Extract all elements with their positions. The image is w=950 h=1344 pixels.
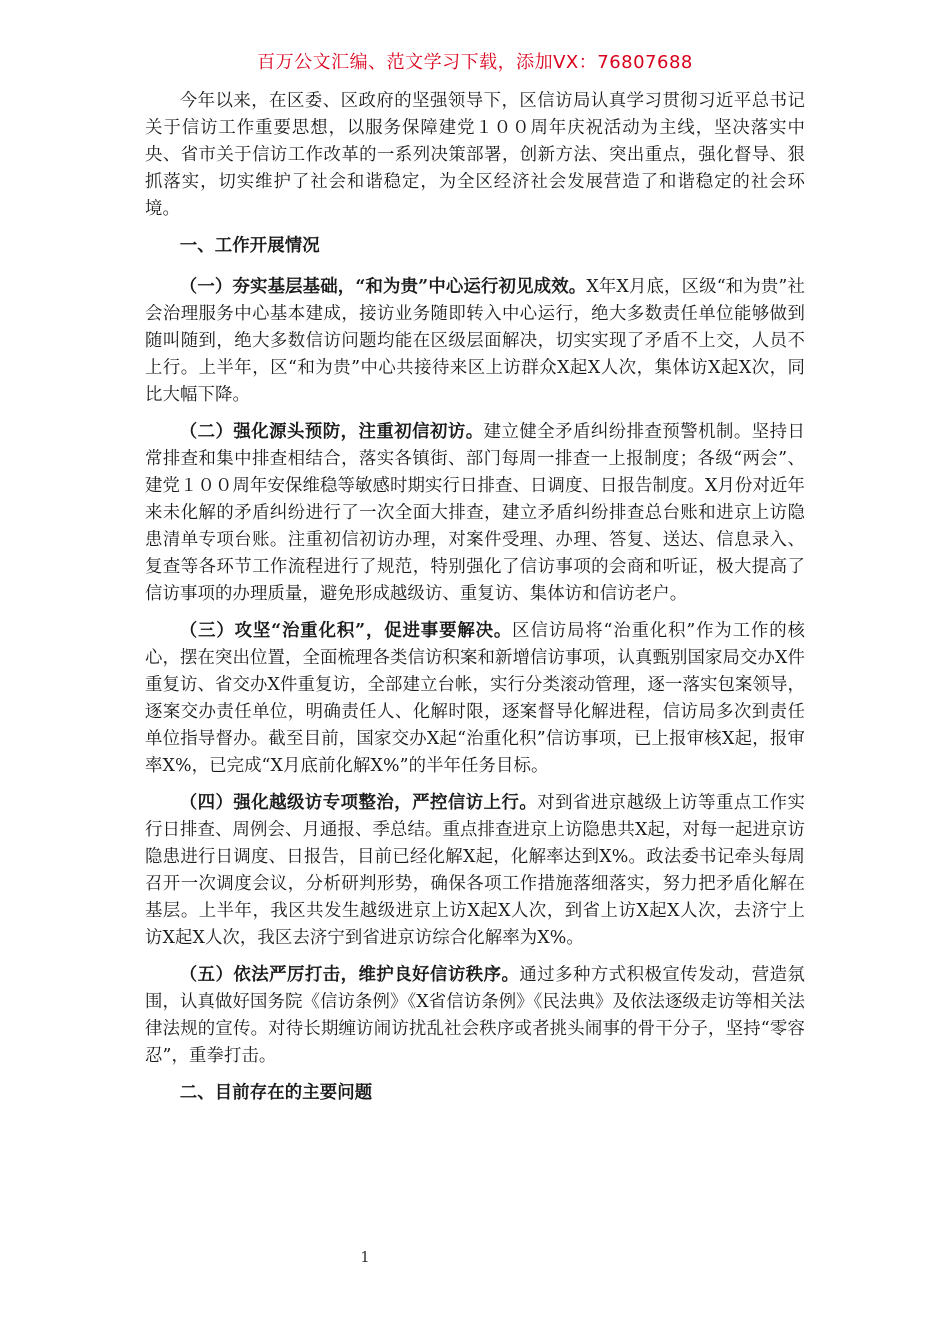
paragraph-item-2 bbox=[145, 419, 805, 608]
item-body: 建立健全矛盾纠纷排查预警机制。坚持日常排查和集中排查相结合，落实各镇街、部门每周一排查一上报制度；各级“两会”、建党１００周年安保维稳等敏感时期实行日排查、日调度、日报告制度。X月份对近年来未化解的矛盾纠纷进行了一次全面大排查，建立矛盾纠纷排查总台账和进京上访隐患清单专项台账。注重初信初访办理，对案件受理、办理、答复、送达、信息录入、复查等各环节工作流程进行了规范，特别强化了信访事项的会商和听证，极大提高了信访事项的办理质量，避免形成越级访、重复访、集体访和信访老户。 bbox=[145, 422, 805, 604]
paragraph-item-3 bbox=[145, 618, 805, 780]
item-body: 区信访局将“治重化积”作为工作的核心，摆在突出位置，全面梳理各类信访积案和新增信访事项，认真甄别国家局交办X件重复访、省交办X件重复访，全部建立台帐，实行分类滚动管理，逐一落实包案领导，逐案交办责任单位，明确责任人、化解时限，逐案督导化解进程，信访局多次到责任单位指导督办。截至目前，国家交办X起“治重化积”信访事项，已上报审核X起，报审率X%，已完成“X月底前化解X%”的半年任务目标。 bbox=[145, 621, 805, 776]
item-title: （五）依法严厉打击，维护良好信访秩序。 bbox=[179, 965, 520, 985]
item-body: X年X月底，区级“和为贵”社会治理服务中心基本建成，接访业务随即转入中心运行，绝大多数责任单位能够做到随叫随到，绝大多数信访问题均能在区级层面解决，切实实现了矛盾不上交，人员不上行。上半年，区“和为贵”中心共接待来区上访群众X起X人次，集体访X起X次，同比大幅下降。 bbox=[145, 277, 805, 405]
section-heading-1: 一、工作开展情况 bbox=[179, 236, 320, 256]
item-body: 通过多种方式积极宣传发动，营造氛围，认真做好国务院《信访条例》《X省信访条例》《民法典》及依法逐级走访等相关法律法规的宣传。对待长期缠访闹访扰乱社会秩序或者挑头闹事的骨干分子，坚持“零容忍”，重拳打击。 bbox=[145, 965, 805, 1066]
item-title: （三）攻坚“治重化积”，促进事要解决。 bbox=[179, 621, 513, 641]
download-banner: 百万公文汇编、范文学习下载，添加VX：76807688 bbox=[257, 52, 693, 73]
paragraph-item-4 bbox=[145, 790, 805, 952]
section-heading-2: 二、目前存在的主要问题 bbox=[179, 1083, 373, 1103]
item-body: 对到省进京越级上访等重点工作实行日排查、周例会、月通报、季总结。重点排查进京上访隐患共X起，对每一起进京访隐患进行日调度、日报告，目前已经化解X起，化解率达到X%。政法委书记牵头每周召开一次调度会议，分析研判形势，确保各项工作措施落细落实，努力把矛盾化解在基层。上半年，我区共发生越级进京上访X起X人次，到省上访X起X人次，去济宁上访X起X人次，我区去济宁到省进京访综合化解率为X%。 bbox=[145, 793, 805, 948]
page-number: 1 bbox=[360, 1248, 370, 1266]
paragraph-item-5 bbox=[145, 962, 805, 1070]
item-title: （一）夯实基层基础，“和为贵”中心运行初见成效。 bbox=[179, 277, 587, 297]
item-title: （二）强化源头预防，注重初信初访。 bbox=[179, 422, 484, 442]
paragraph-item-1 bbox=[145, 274, 805, 409]
item-title: （四）强化越级访专项整治，严控信访上行。 bbox=[179, 793, 538, 813]
document-body bbox=[145, 88, 805, 1121]
intro-paragraph: 今年以来，在区委、区政府的坚强领导下，区信访局认真学习贯彻习近平总书记关于信访工作重要思想，以服务保障建党１００周年庆祝活动为主线，坚决落实中央、省市关于信访工作改革的一系列决策部署，创新方法、突出重点，强化督导、狠抓落实，切实维护了社会和谐稳定，为全区经济社会发展营造了和谐稳定的社会环境。 bbox=[145, 91, 805, 219]
